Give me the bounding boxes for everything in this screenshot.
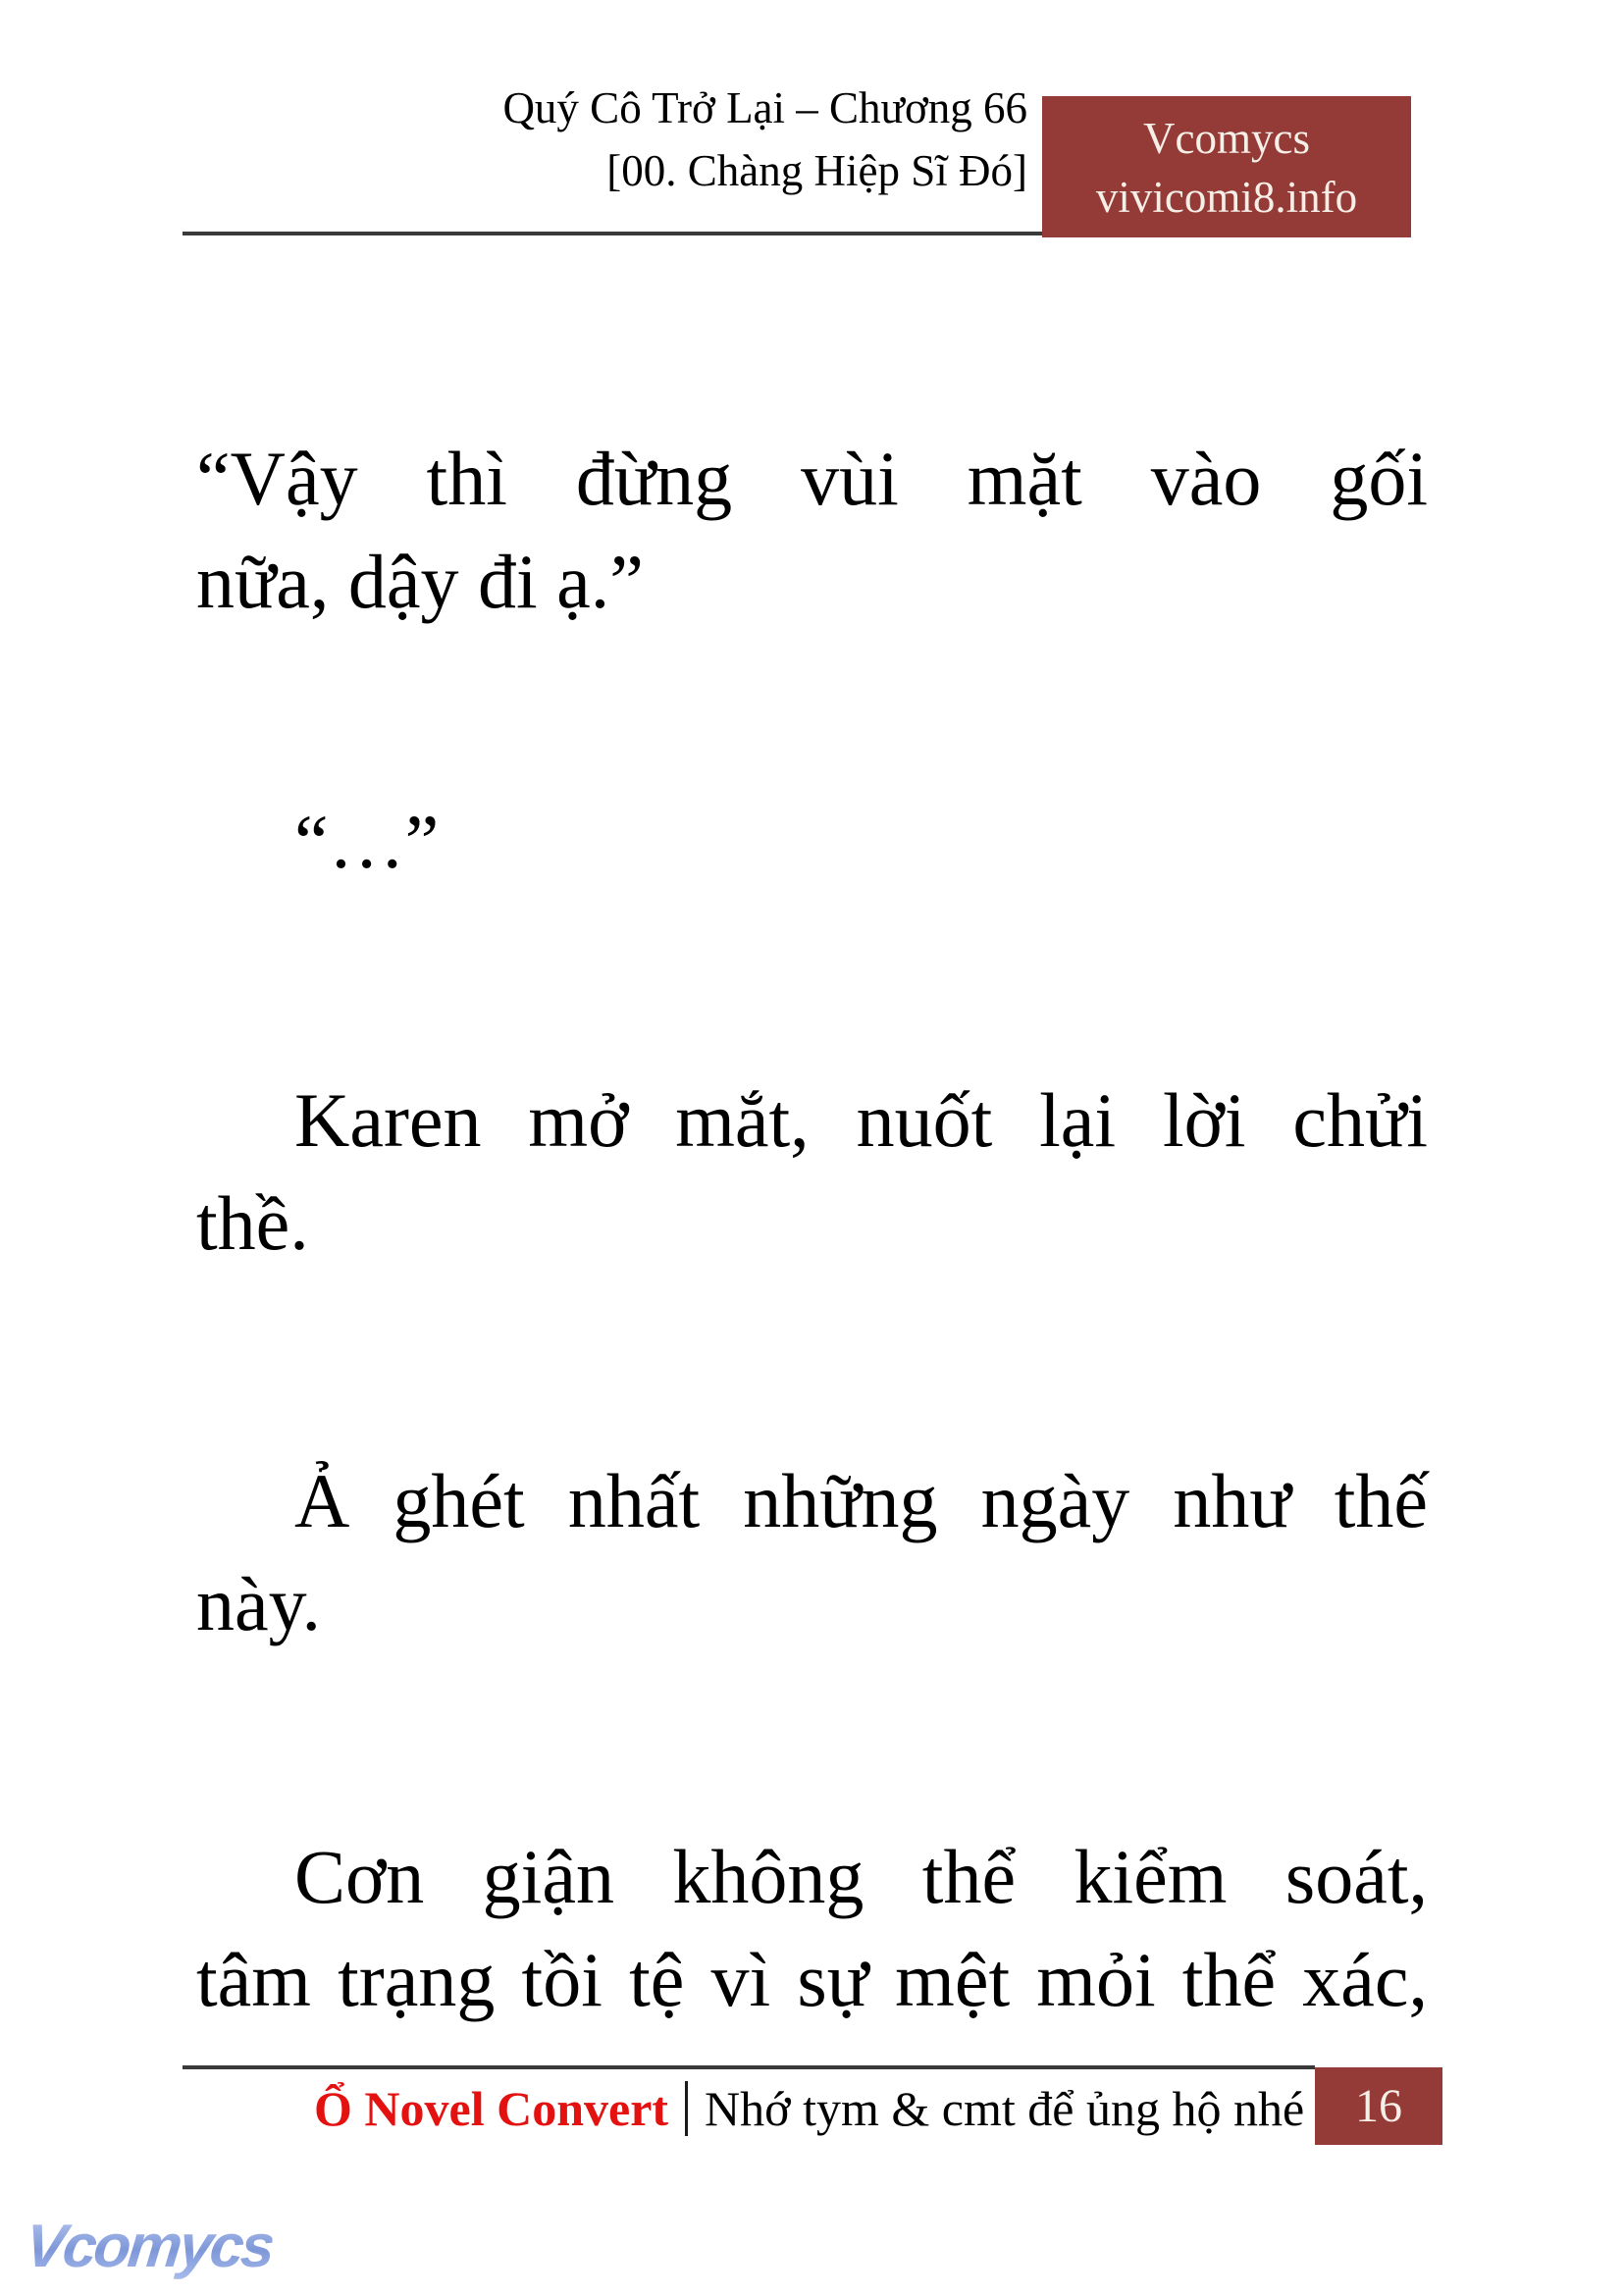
text-line: này.	[196, 1561, 322, 1646]
header-title-line2: [00. Chàng Hiệp Sĩ Đó]	[606, 146, 1027, 195]
footer-separator	[685, 2081, 688, 2136]
brand-name: Vcomycs	[1143, 114, 1310, 163]
text-line: tâm trạng tồi tệ vì sự mệt mỏi thể xác,	[196, 1937, 1428, 2022]
paragraph	[196, 1449, 1428, 1655]
paragraph	[196, 1825, 1428, 2031]
paragraph	[196, 427, 1428, 633]
text-line: Ả ghét nhất những ngày như thế	[294, 1458, 1428, 1543]
header-title-line1: Quý Cô Trở Lại – Chương 66	[502, 83, 1027, 132]
header-rule	[183, 232, 1042, 235]
page-number-box	[1315, 2067, 1442, 2145]
text-line: thề.	[196, 1180, 309, 1266]
page-header	[502, 77, 1027, 202]
paragraph	[196, 790, 1428, 893]
footer-note-text: Nhớ tym & cmt để ủng hộ nhé	[705, 2081, 1305, 2136]
footer-credit-text: Ổ Novel Convert	[314, 2081, 669, 2136]
text-line: Cơn giận không thể kiểm soát,	[294, 1834, 1428, 1919]
text-line: “…”	[294, 799, 440, 884]
text-line: Karen mở mắt, nuốt lại lời chửi	[294, 1077, 1428, 1163]
page-number: 16	[1355, 2080, 1402, 2132]
footer-rule	[183, 2065, 1315, 2069]
vcomycs-logo-watermark: Vcomycs	[22, 2213, 276, 2280]
footer	[314, 2072, 1304, 2145]
text-line: nữa, dậy đi ạ.”	[196, 539, 644, 624]
text-line: “Vậy thì đừng vùi mặt vào gối	[196, 436, 1428, 521]
brand-site: vivicomi8.info	[1095, 173, 1358, 222]
paragraph	[196, 1069, 1428, 1275]
brand-box	[1042, 96, 1411, 237]
